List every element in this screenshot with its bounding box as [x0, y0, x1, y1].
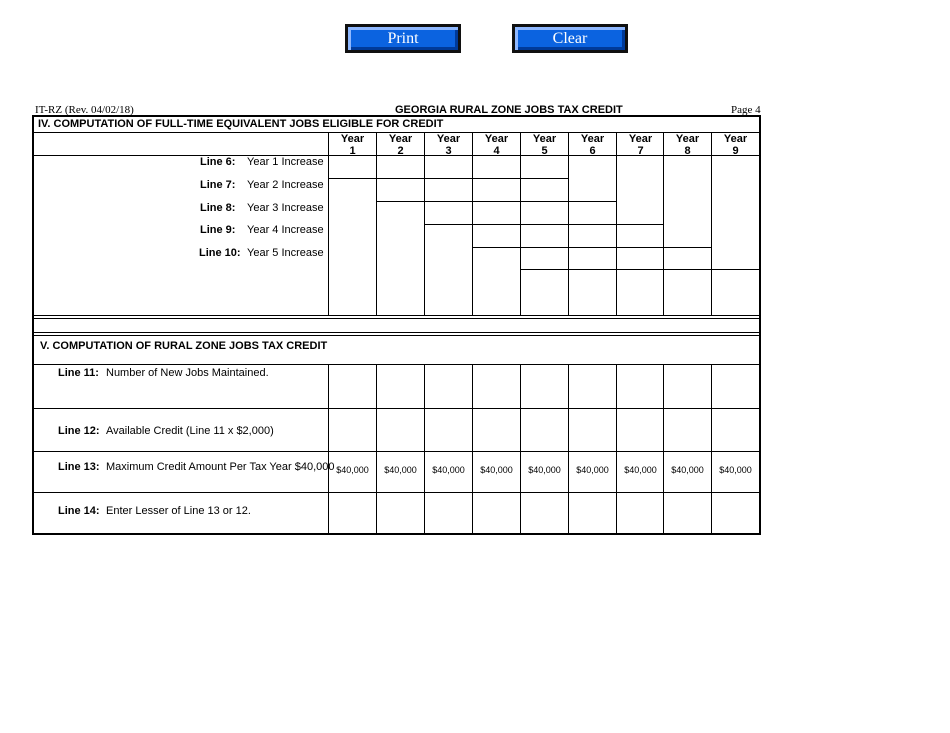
line-10-year-5-input[interactable] — [521, 248, 567, 269]
line-7-label: Year 2 Increase — [247, 179, 324, 191]
line-12-year-8-input[interactable] — [664, 409, 710, 450]
page-number: Page 4 — [731, 104, 761, 116]
line-14-year-4-input[interactable] — [473, 493, 519, 532]
line-10-year-8-input[interactable] — [664, 248, 710, 269]
line-12-year-2-input[interactable] — [377, 409, 423, 450]
line-11-year-5-input[interactable] — [521, 365, 567, 407]
line-13-year-4-amount: $40,000 — [480, 465, 513, 475]
line-9-year-4-input[interactable] — [473, 225, 519, 247]
year-5-header — [521, 133, 568, 157]
line-10-number: Line 10: — [199, 247, 241, 259]
line-14-year-9-input[interactable] — [712, 493, 758, 532]
year-1-header — [329, 133, 376, 157]
line-10-year-7-input[interactable] — [617, 248, 662, 269]
line-14-year-7-input[interactable] — [617, 493, 662, 532]
line-13-year-2-amount: $40,000 — [384, 465, 417, 475]
section-5-top-rule — [34, 332, 759, 333]
line-12-number: Line 12: — [58, 425, 100, 437]
year-number: 1 — [349, 145, 356, 157]
line-8-number: Line 8: — [200, 202, 236, 214]
line-12-year-9-input[interactable] — [712, 409, 758, 450]
form-title: GEORGIA RURAL ZONE JOBS TAX CREDIT — [395, 104, 623, 116]
line-13-year-1-amount: $40,000 — [336, 465, 369, 475]
section-4-bottom-rule — [34, 315, 759, 316]
print-button[interactable]: Print — [345, 24, 461, 53]
line-14-year-8-input[interactable] — [664, 493, 710, 532]
year-word: Year — [723, 133, 748, 145]
line-8-year-4-input[interactable] — [473, 202, 519, 224]
line-13-year-3-amount: $40,000 — [432, 465, 465, 475]
line-8-label: Year 3 Increase — [247, 202, 324, 214]
line-7-year-5-input[interactable] — [521, 179, 567, 201]
line-12-year-6-input[interactable] — [569, 409, 615, 450]
section-4-column-line — [711, 132, 712, 315]
line-12-year-3-input[interactable] — [425, 409, 471, 450]
year-number: 7 — [637, 145, 644, 157]
line-12-year-7-input[interactable] — [617, 409, 662, 450]
line-14-year-2-input[interactable] — [377, 493, 423, 532]
line-12-year-4-input[interactable] — [473, 409, 519, 450]
line-13-year-6-amount: $40,000 — [576, 465, 609, 475]
year-number: 8 — [684, 145, 691, 157]
section-5-row-rule — [34, 451, 759, 452]
line-13-label: Maximum Credit Amount Per Tax Year $40,000 — [106, 461, 335, 473]
line-7-year-6-input[interactable] — [569, 179, 615, 201]
section-5-column-line — [759, 364, 760, 533]
line-6-number: Line 6: — [200, 156, 236, 168]
line-11-year-7-input[interactable] — [617, 365, 662, 407]
year-4-header — [473, 133, 520, 157]
section-4-column-line — [759, 132, 760, 315]
section-5-double-rule — [34, 335, 759, 336]
line-6-label: Year 1 Increase — [247, 156, 324, 168]
line-9-year-6-input[interactable] — [569, 225, 615, 247]
line-13-number: Line 13: — [58, 461, 100, 473]
year-number: 6 — [589, 145, 596, 157]
year-9-header — [712, 133, 759, 157]
year-word: Year — [628, 133, 653, 145]
line-9-year-5-input[interactable] — [521, 225, 567, 247]
section-4-column-line — [663, 132, 664, 315]
year-word: Year — [580, 133, 605, 145]
year-word: Year — [388, 133, 413, 145]
line-14-year-1-input[interactable] — [329, 493, 375, 532]
year-6-header — [569, 133, 616, 157]
line-7-year-2-input[interactable] — [377, 179, 423, 201]
line-10-cell-rule — [520, 269, 759, 270]
line-6-year-1-input[interactable] — [329, 156, 375, 178]
line-7-year-4-input[interactable] — [473, 179, 519, 201]
line-9-year-8-input[interactable] — [664, 225, 710, 247]
line-12-year-1-input[interactable] — [329, 409, 375, 450]
year-word: Year — [340, 133, 365, 145]
line-14-year-6-input[interactable] — [569, 493, 615, 532]
line-8-year-3-input[interactable] — [425, 202, 471, 224]
year-number: 2 — [397, 145, 404, 157]
line-14-label: Enter Lesser of Line 13 or 12. — [106, 505, 251, 517]
line-9-year-7-input[interactable] — [617, 225, 662, 247]
line-8-year-7-input[interactable] — [617, 202, 662, 224]
line-10-label: Year 5 Increase — [247, 247, 324, 259]
line-12-label: Available Credit (Line 11 x $2,000) — [106, 425, 274, 437]
year-number: 5 — [541, 145, 548, 157]
section-4-double-rule — [34, 318, 759, 319]
line-13-year-7-amount: $40,000 — [624, 465, 657, 475]
line-13-year-8-amount: $40,000 — [671, 465, 704, 475]
line-8-year-5-input[interactable] — [521, 202, 567, 224]
section-5-title: V. COMPUTATION OF RURAL ZONE JOBS TAX CREDIT — [40, 340, 328, 352]
form-revision: IT-RZ (Rev. 04/02/18) — [35, 104, 134, 116]
line-6-year-3-input[interactable] — [425, 156, 471, 178]
line-14-number: Line 14: — [58, 505, 100, 517]
year-word: Year — [675, 133, 700, 145]
year-3-header — [425, 133, 472, 157]
year-word: Year — [436, 133, 461, 145]
line-13-year-5-amount: $40,000 — [528, 465, 561, 475]
year-8-header — [664, 133, 711, 157]
line-12-year-5-input[interactable] — [521, 409, 567, 450]
line-6-year-5-input[interactable] — [521, 156, 567, 178]
line-6-year-2-input[interactable] — [377, 156, 423, 178]
line-14-year-3-input[interactable] — [425, 493, 471, 532]
clear-button[interactable]: Clear — [512, 24, 628, 53]
line-6-year-4-input[interactable] — [473, 156, 519, 178]
line-11-label: Number of New Jobs Maintained. — [106, 367, 269, 379]
line-9-number: Line 9: — [200, 224, 236, 236]
line-10-year-6-input[interactable] — [569, 248, 615, 269]
line-7-year-3-input[interactable] — [425, 179, 471, 201]
line-13-year-9-amount: $40,000 — [719, 465, 752, 475]
line-11-year-2-input[interactable] — [377, 365, 423, 407]
year-7-header — [617, 133, 664, 157]
line-11-year-1-input[interactable] — [329, 365, 375, 407]
line-11-year-4-input[interactable] — [473, 365, 519, 407]
line-10-year-9-input[interactable] — [712, 248, 758, 269]
year-number: 9 — [732, 145, 739, 157]
line-11-year-9-input[interactable] — [712, 365, 758, 407]
line-11-year-8-input[interactable] — [664, 365, 710, 407]
line-11-number: Line 11: — [58, 367, 99, 379]
line-11-year-6-input[interactable] — [569, 365, 615, 407]
line-14-year-5-input[interactable] — [521, 493, 567, 532]
line-11-year-3-input[interactable] — [425, 365, 471, 407]
year-number: 4 — [493, 145, 500, 157]
line-9-label: Year 4 Increase — [247, 224, 324, 236]
year-2-header — [377, 133, 424, 157]
year-number: 3 — [445, 145, 452, 157]
year-word: Year — [532, 133, 557, 145]
line-8-year-6-input[interactable] — [569, 202, 615, 224]
section-4-title: IV. COMPUTATION OF FULL-TIME EQUIVALENT JOBS ELIGIBLE FOR CREDIT — [38, 118, 444, 130]
year-word: Year — [484, 133, 509, 145]
line-7-number: Line 7: — [200, 179, 236, 191]
